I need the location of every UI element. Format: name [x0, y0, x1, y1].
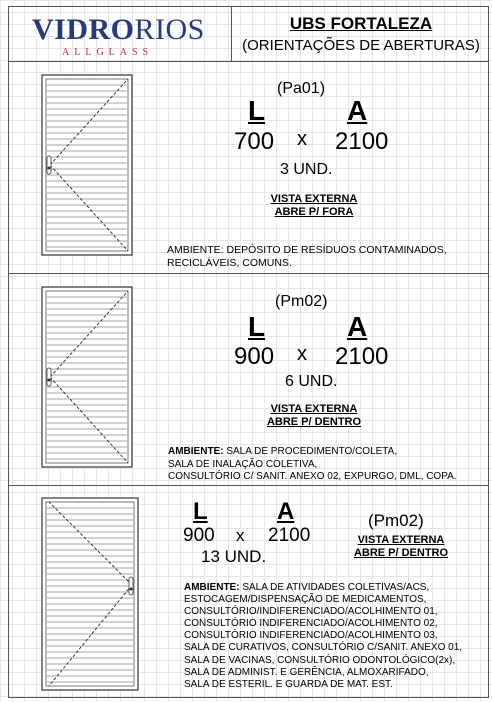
environment-line-3-3: CONSULTÓRIO INDIFERENCIADO/ACOLHIMENTO 02, — [184, 618, 438, 630]
page-title: UBS FORTALEZA — [289, 14, 433, 33]
door-2-svg — [41, 286, 133, 468]
height-letter-3: A — [277, 498, 295, 525]
view-line1-2: VISTA EXTERNA — [270, 403, 358, 415]
height-value-1: 2100 — [335, 128, 389, 155]
view-line2-2: ABRE P/ DENTRO — [266, 416, 362, 428]
door-code-1: (Pa01) — [277, 80, 326, 97]
height-value-2: 2100 — [335, 343, 389, 370]
times-sign-3: x — [236, 526, 245, 545]
width-letter-1: L — [248, 95, 266, 126]
view-note-2 — [240, 403, 388, 429]
door-3-svg — [41, 497, 139, 691]
door-drawing-3 — [41, 497, 139, 691]
environment-line-2-2: CONSULTÓRIO C/ SANIT. ANEXO 02, EXPURGO, DML, COPA. — [168, 471, 457, 483]
environment-line-3-2: CONSULTÓRIO/INDIFERENCIADO/ACOLHIMENTO 01, — [184, 606, 438, 618]
height-value-3: 2100 — [268, 525, 311, 546]
view-note-3 — [342, 534, 460, 560]
environment-line-2-1: SALA DE INALAÇÃO COLETIVA, — [168, 458, 318, 470]
environment-line-1-1: RECICLÁVEIS, COMUNS. — [167, 256, 292, 269]
view-line1-1: VISTA EXTERNA — [270, 193, 358, 205]
environment-text-3 — [184, 582, 462, 691]
door-drawing-2 — [41, 286, 133, 468]
door-code-3: (Pm02) — [368, 511, 424, 530]
door-1-svg — [41, 74, 133, 256]
width-letter-3: L — [193, 498, 208, 525]
width-value-3: 900 — [183, 525, 215, 546]
door-drawing-1 — [41, 74, 133, 256]
environment-line-3-5: SALA DE CURATIVOS, CONSULTÓRIO C/SANIT. ANEXO 01, — [184, 642, 463, 654]
environment-line-3-6: SALA DE VACINAS, CONSULTÓRIO ODONTOLÓGICO(2x), — [184, 654, 456, 666]
environment-line-2-0: SALA DE PROCEDIMENTO/COLETA, — [223, 446, 398, 457]
environment-text-1 — [167, 244, 447, 269]
times-sign-2: x — [297, 343, 307, 365]
logo-subtitle: ALLGLASS — [62, 47, 154, 58]
environment-line-3-7: SALA DE ADMINIST. E GERÊNCIA, ALMOXARIFADO, — [184, 666, 429, 678]
view-note-1 — [240, 193, 388, 219]
environment-line-3-8: SALA DE ESTERIL. E GUARDA DE MAT. EST. — [184, 678, 393, 690]
logo-bold: VIDRO — [32, 13, 135, 46]
environment-text-2 — [168, 446, 457, 484]
height-letter-2: A — [347, 311, 368, 342]
environment-line-3-0: SALA DE ATIVIDADES COLETIVAS/ACS, — [239, 582, 430, 593]
door-code-2: (Pm02) — [275, 293, 328, 310]
environment-label-2: AMBIENTE: — [168, 446, 224, 457]
environment-label-3: AMBIENTE: — [184, 582, 240, 593]
quantity-1: 3 UND. — [280, 161, 333, 178]
width-value-2: 900 — [234, 343, 275, 370]
environment-line-3-4: CONSULTÓRIO INDIFERENCIADO/ACOLHIMENTO 03, — [184, 630, 438, 642]
height-letter-1: A — [347, 95, 368, 126]
view-line2-3: ABRE P/ DENTRO — [353, 547, 449, 559]
environment-line-3-1: ESTOCAGEM/DISPENSAÇÃO DE MEDICAMENTOS, — [184, 594, 427, 606]
logo-thin: RIOS — [134, 13, 205, 46]
page-subtitle: (ORIENTAÇÕES DE ABERTURAS) — [242, 37, 480, 54]
width-value-1: 700 — [234, 128, 275, 155]
quantity-3: 13 UND. — [201, 547, 267, 566]
width-letter-2: L — [248, 311, 266, 342]
company-logo — [32, 14, 205, 46]
view-line1-3: VISTA EXTERNA — [357, 534, 445, 546]
times-sign-1: x — [297, 128, 307, 150]
quantity-2: 6 UND. — [285, 373, 338, 390]
view-line2-1: ABRE P/ FORA — [274, 206, 354, 218]
environment-line-1-0: AMBIENTE: DEPÓSITO DE RESÍDUOS CONTAMINADOS, — [167, 244, 447, 256]
